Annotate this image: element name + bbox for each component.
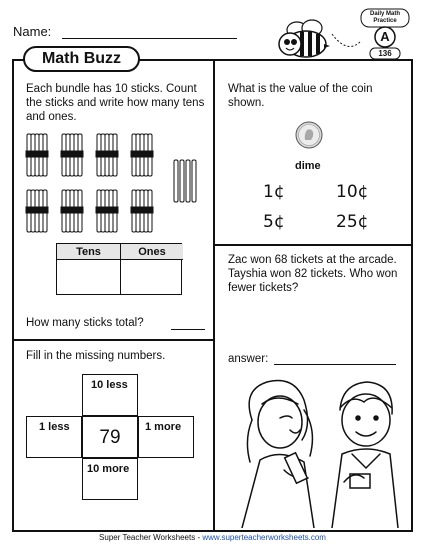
answer-line[interactable] — [274, 364, 396, 365]
worksheet-title: Math Buzz — [23, 46, 140, 72]
bee-icon — [272, 14, 364, 64]
tens-ones-table — [56, 243, 182, 295]
coin-question: What is the value of the coin shown. — [228, 83, 373, 109]
stick-bundle — [96, 134, 118, 176]
dime-coin-icon — [294, 120, 324, 150]
stick-bundle — [61, 190, 83, 232]
name-label: Name: — [13, 24, 52, 39]
badge-letter: A — [380, 29, 390, 44]
bundle-instructions: Each bundle has 10 sticks. Count the sticks and write how many tens and ones. — [26, 83, 205, 123]
stick-bundle — [61, 134, 83, 176]
sticks-total-answer-line[interactable] — [171, 329, 205, 330]
stick-bundle — [26, 190, 48, 232]
single-stick — [180, 160, 184, 202]
name-line[interactable] — [62, 38, 237, 39]
single-stick — [174, 160, 178, 202]
center-number: 79 — [82, 416, 138, 458]
stick-bundles — [24, 132, 204, 236]
left-row-divider — [12, 339, 215, 341]
badge-line1: Daily Math — [369, 11, 400, 17]
ten-more-cell[interactable]: 10 more — [82, 458, 138, 500]
daily-math-badge — [359, 7, 411, 61]
tickets-question: Zac won 68 tickets at the arcade. Tayshia won 82 tickets. Who won fewer tickets? — [228, 254, 398, 294]
kids-with-tickets-illustration — [222, 370, 408, 528]
option-5-cents[interactable]: 5¢ — [263, 212, 285, 232]
badge-line2: Practice — [373, 18, 397, 24]
tens-answer-cell[interactable] — [57, 260, 119, 294]
option-1-cent[interactable]: 1¢ — [263, 182, 285, 202]
right-row-divider — [213, 244, 413, 246]
stick-bundle — [96, 190, 118, 232]
stick-bundle — [131, 134, 153, 176]
single-stick — [186, 160, 190, 202]
tens-header: Tens — [57, 244, 120, 260]
footer — [0, 533, 425, 542]
column-divider — [213, 59, 215, 532]
footer-site: Super Teacher Worksheets - — [99, 533, 203, 542]
ones-header: Ones — [120, 244, 183, 260]
footer-url[interactable]: www.superteacherworksheets.com — [202, 533, 326, 542]
badge-number: 136 — [378, 49, 392, 58]
stick-bundle — [26, 134, 48, 176]
option-10-cents[interactable]: 10¢ — [336, 182, 369, 202]
coin-label: dime — [295, 160, 321, 172]
fill-in-instructions: Fill in the missing numbers. — [26, 350, 166, 362]
one-less-cell[interactable]: 1 less — [26, 416, 82, 458]
option-25-cents[interactable]: 25¢ — [336, 212, 369, 232]
stick-bundle — [131, 190, 153, 232]
ten-less-cell[interactable]: 10 less — [82, 374, 138, 416]
ones-answer-cell[interactable] — [121, 260, 182, 294]
one-more-cell[interactable]: 1 more — [138, 416, 194, 458]
single-stick — [192, 160, 196, 202]
answer-label: answer: — [228, 353, 269, 365]
sticks-total-question: How many sticks total? — [26, 317, 144, 329]
